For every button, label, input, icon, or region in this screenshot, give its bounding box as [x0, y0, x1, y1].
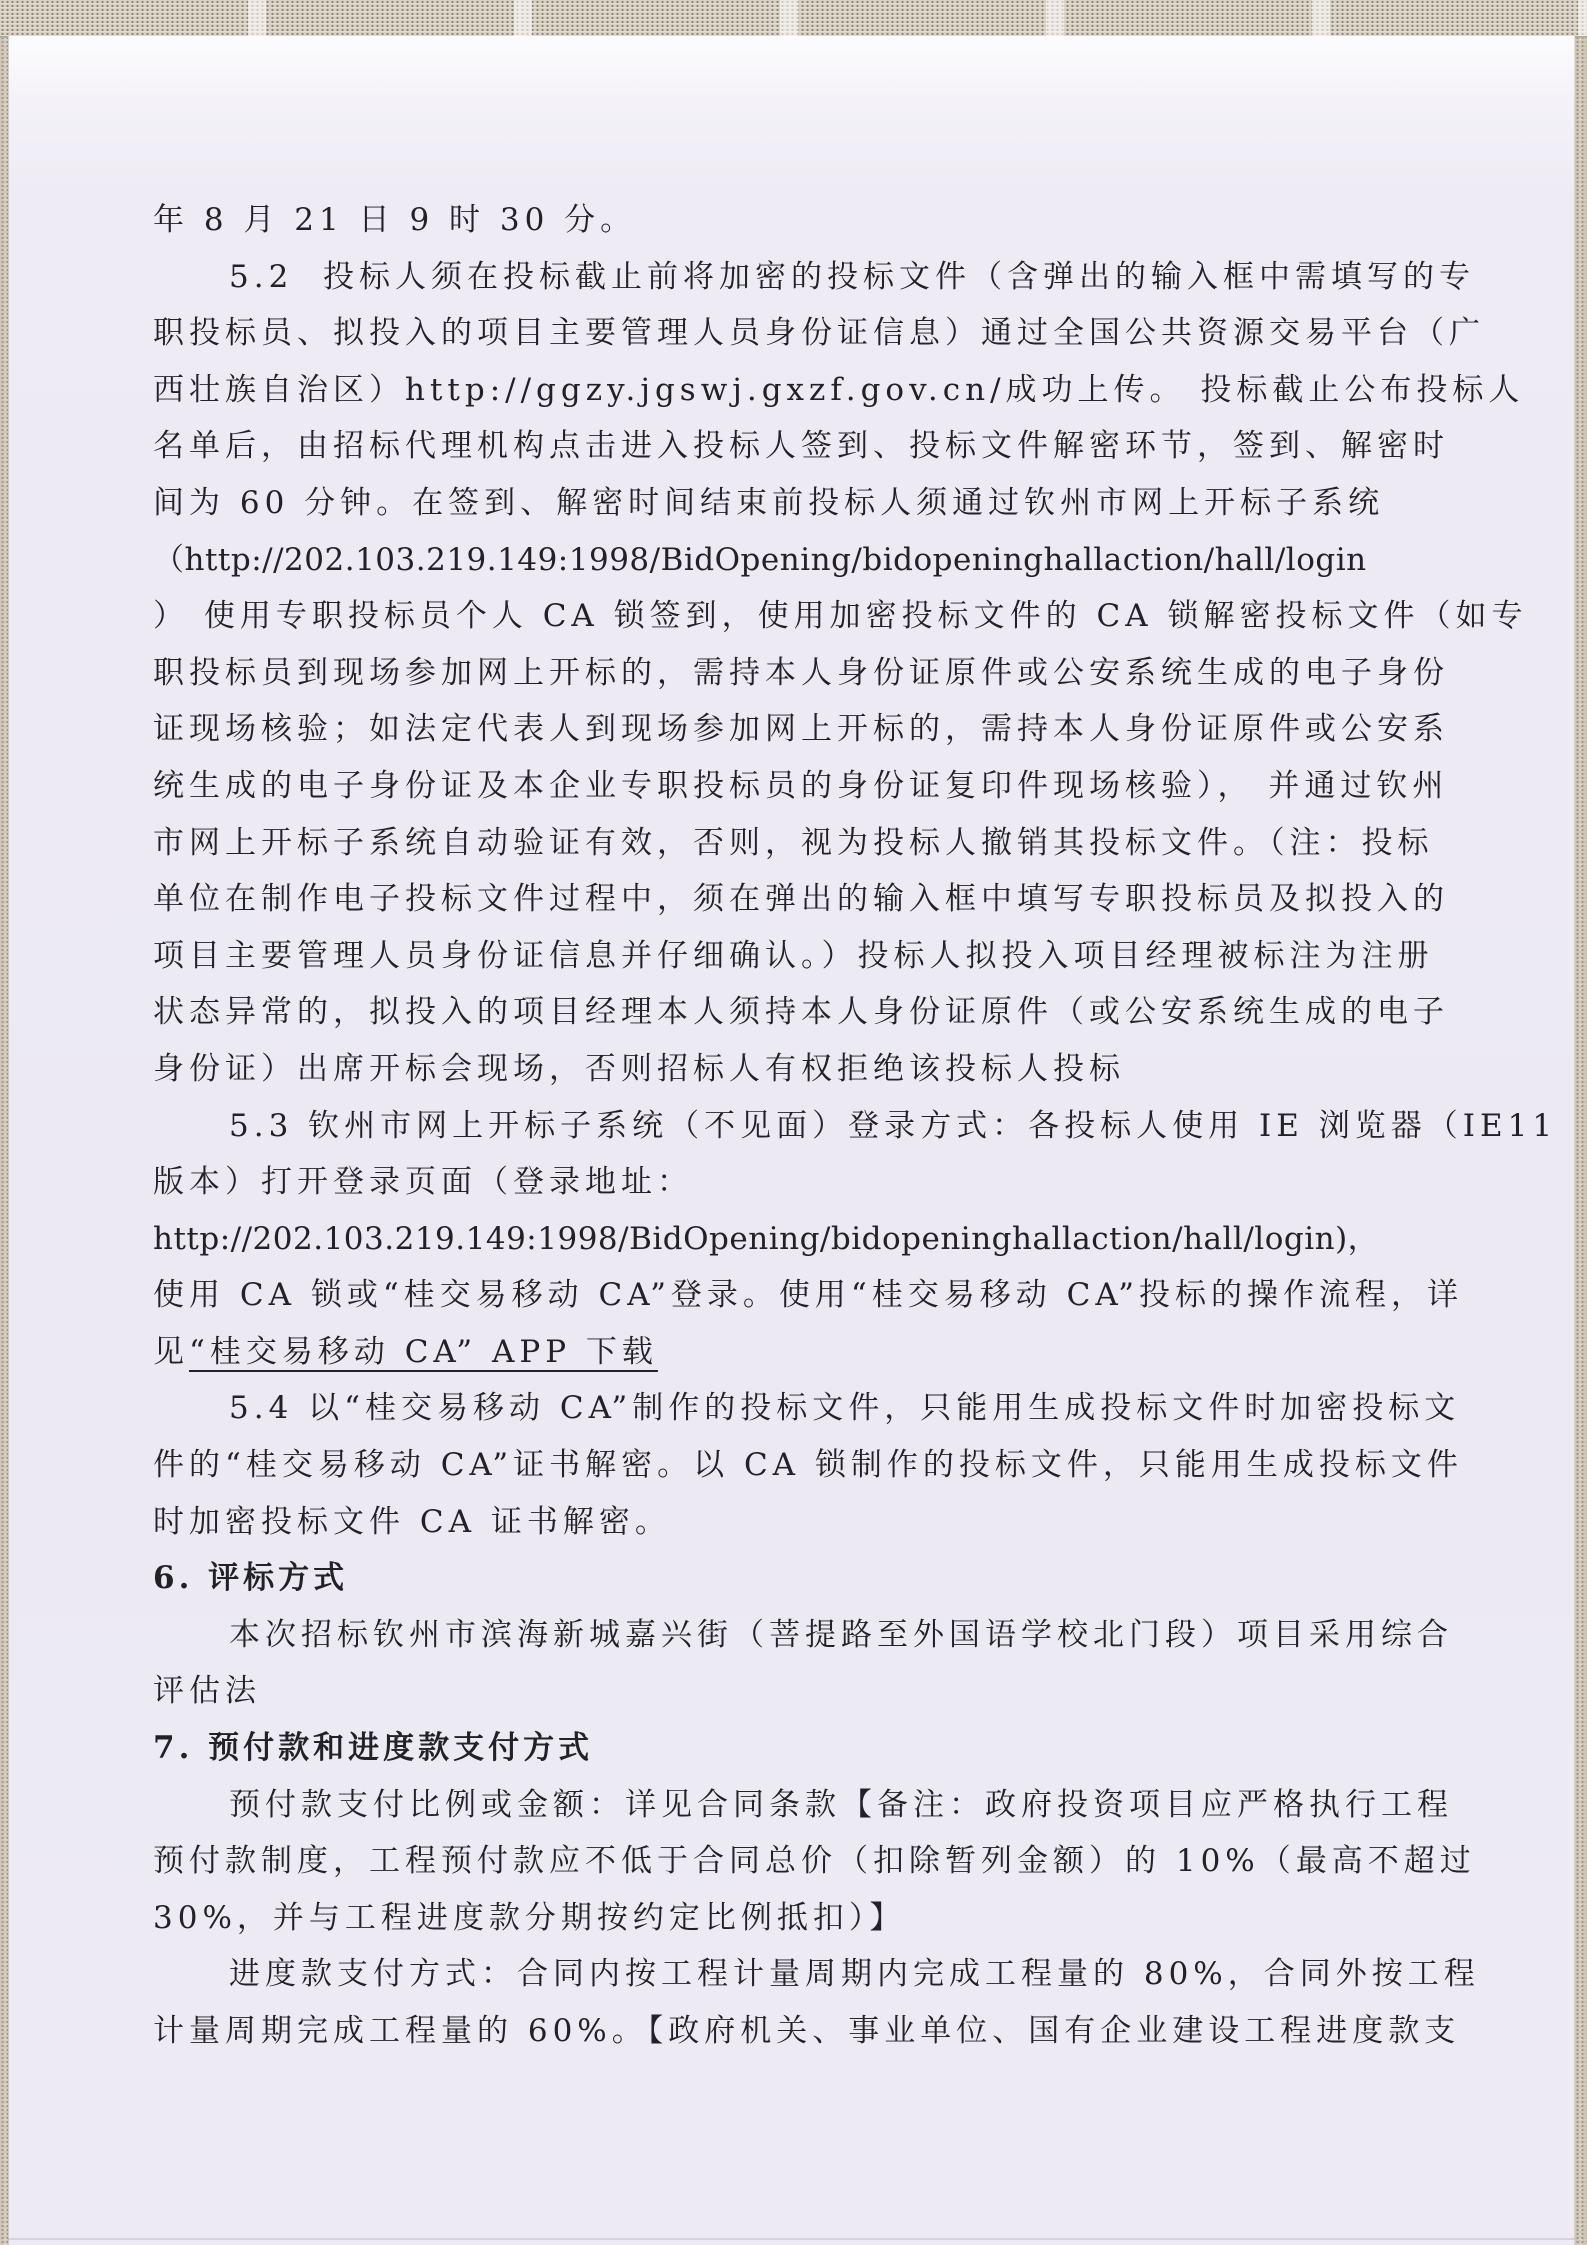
text-line: 时加密投标文件 CA 证书解密。 [153, 1503, 671, 1540]
text-line: ） 使用专职投标员个人 CA 锁签到，使用加密投标文件的 CA 锁解密投标文件（如专 [153, 598, 1528, 635]
app-download-link[interactable]: “桂交易移动 CA” APP 下载 [189, 1333, 658, 1370]
text-line: 证现场核验；如法定代表人到现场参加网上开标的，需持本人身份证原件或公安系 [153, 711, 1449, 748]
text-line: 项目主要管理人员身份证信息并仔细确认。）投标人拟投入项目经理被标注为注册 [153, 937, 1434, 974]
text-line: 年 8 月 21 日 9 时 30 分。 [153, 202, 637, 238]
text-line: 预付款制度，工程预付款应不低于合同总价（扣除暂列金额）的 10%（最高不超过 [153, 1843, 1476, 1880]
text-line: 身份证）出席开标会现场，否则招标人有权拒绝该投标人投标 [153, 1050, 1125, 1087]
text-line: （http://202.103.219.149:1998/BidOpening/bidopeninghallaction/hall/login [153, 541, 1367, 578]
text-line: 进度款支付方式：合同内按工程计量周期内完成工程量的 80%，合同外按工程 [229, 1956, 1480, 1993]
section-heading: 6. 评标方式 [153, 1560, 349, 1597]
document-body [153, 192, 1558, 2060]
text-line: 本次招标钦州市滨海新城嘉兴街（菩提路至外国语学校北门段）项目采用综合 [229, 1616, 1453, 1653]
scan-texture-band [0, 0, 1587, 38]
text-line: 预付款支付比例或金额：详见合同条款【备注：政府投资项目应严格执行工程 [229, 1786, 1453, 1823]
text-line: 名单后，由招标代理机构点击进入投标人签到、投标文件解密环节，签到、解密时 [153, 428, 1449, 465]
text-line: 版本）打开登录页面（登录地址： [153, 1164, 693, 1201]
text-line: 5.2 投标人须在投标截止前将加密的投标文件（含弹出的输入框中需填写的专 [229, 258, 1476, 295]
text-line: 5.4 以“桂交易移动 CA”制作的投标文件，只能用生成投标文件时加密投标文 [229, 1390, 1461, 1427]
text-line: 使用 CA 锁或“桂交易移动 CA”登录。使用“桂交易移动 CA”投标的操作流程，详 [153, 1277, 1464, 1314]
text-line [153, 1324, 1498, 1381]
text-line: 间为 60 分钟。在签到、解密时间结束前投标人须通过钦州市网上开标子系统 [153, 484, 1385, 521]
text-line: 评估法 [153, 1673, 261, 1710]
text-line: 西壮族自治区）http://ggzy.jgswj.gxzf.gov.cn/成功上传。 投标截止公布投标人 [153, 371, 1525, 408]
text-line: 5.3 钦州市网上开标子系统（不见面）登录方式：各投标人使用 IE 浏览器（IE11 [229, 1107, 1558, 1144]
page-bottom-divider [8, 2238, 1575, 2240]
document-paper [8, 36, 1575, 2245]
text-line: 统生成的电子身份证及本企业专职投标员的身份证复印件现场核验）， 并通过钦州 [153, 767, 1449, 804]
text-line: 30%，并与工程进度款分期按约定比例抵扣）】 [153, 1899, 906, 1936]
text-segment: 见 [153, 1333, 189, 1370]
text-line: http://202.103.219.149:1998/BidOpening/bidopeninghallaction/hall/login)， [153, 1220, 1380, 1257]
text-line: 件的“桂交易移动 CA”证书解密。以 CA 锁制作的投标文件，只能用生成投标文件 [153, 1447, 1463, 1484]
text-line: 状态异常的，拟投入的项目经理本人须持本人身份证原件（或公安系统生成的电子 [153, 994, 1449, 1031]
text-line: 职投标员到现场参加网上开标的，需持本人身份证原件或公安系统生成的电子身份 [153, 654, 1449, 691]
text-line: 计量周期完成工程量的 60%。【政府机关、事业单位、国有企业建设工程进度款支 [153, 2013, 1461, 2049]
text-line: 单位在制作电子投标文件过程中，须在弹出的输入框中填写专职投标员及拟投入的 [153, 881, 1449, 918]
text-line: 市网上开标子系统自动验证有效，否则，视为投标人撤销其投标文件。（注：投标 [153, 824, 1434, 861]
text-line: 职投标员、拟投入的项目主要管理人员身份证信息）通过全国公共资源交易平台（广 [153, 315, 1485, 352]
section-heading: 7. 预付款和进度款支付方式 [153, 1730, 594, 1767]
